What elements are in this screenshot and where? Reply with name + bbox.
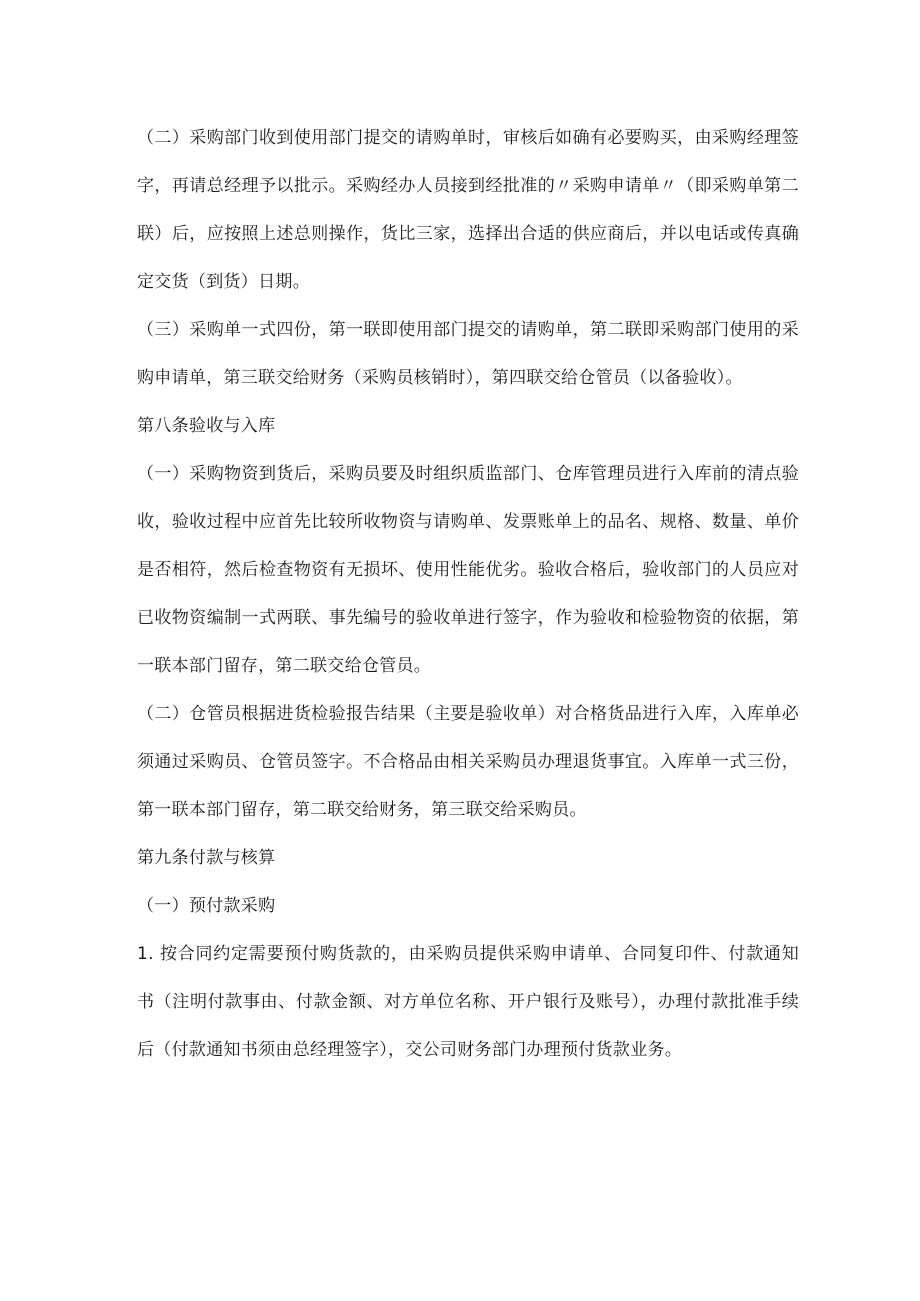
section-heading-inspection: 第八条验收与入库 xyxy=(137,416,276,436)
document-body xyxy=(137,114,799,1074)
paragraph-inspection-procedure: （一）采购物资到货后，采购员要及时组织质监部门、仓库管理员进行入库前的清点验收，验收过程中应首先比较所收物资与请购单、发票账单上的品名、规格、数量、单价是否相符，然后检查物资有无损坏、使用性能优劣。验收合格后，验收部门的人员应对已收物资编制一式两联、事先编号的验收单进行签字，作为验收和检验物资的依据，第一联本部门留存，第二联交给仓管员。 xyxy=(137,464,799,676)
paragraph-purchase-order-copies: （三）采购单一式四份，第一联即使用部门提交的请购单，第二联即采购部门使用的采购申请单，第三联交给财务（采购员核销时），第四联交给仓管员（以备验收）。 xyxy=(137,320,799,388)
paragraph-warehouse-entry: （二）仓管员根据进货检验报告结果（主要是验收单）对合格货品进行入库，入库单必须通过采购员、仓管员签字。不合格品由相关采购员办理退货事宜。入库单一式三份，第一联本部门留存，第二联交给财务，第三联交给采购员。 xyxy=(137,704,799,820)
subheading-prepayment: （一）预付款采购 xyxy=(137,896,276,916)
section-heading-payment: 第九条付款与核算 xyxy=(137,848,276,868)
paragraph-purchase-approval: （二）采购部门收到使用部门提交的请购单时，审核后如确有必要购买，由采购经理签字，再请总经理予以批示。采购经办人员接到经批准的〃采购申请单〃（即采购单第二联）后，应按照上述总则操作，货比三家，选择出合适的供应商后，并以电话或传真确定交货（到货）日期。 xyxy=(137,128,799,292)
paragraph-prepayment-procedure: 1. 按合同约定需要预付购货款的，由采购员提供采购申请单、合同复印件、付款通知书（注明付款事由、付款金额、对方单位名称、开户银行及账号），办理付款批准手续后（付款通知书须由总经理签字），交公司财务部门办理预付货款业务。 xyxy=(137,944,799,1060)
